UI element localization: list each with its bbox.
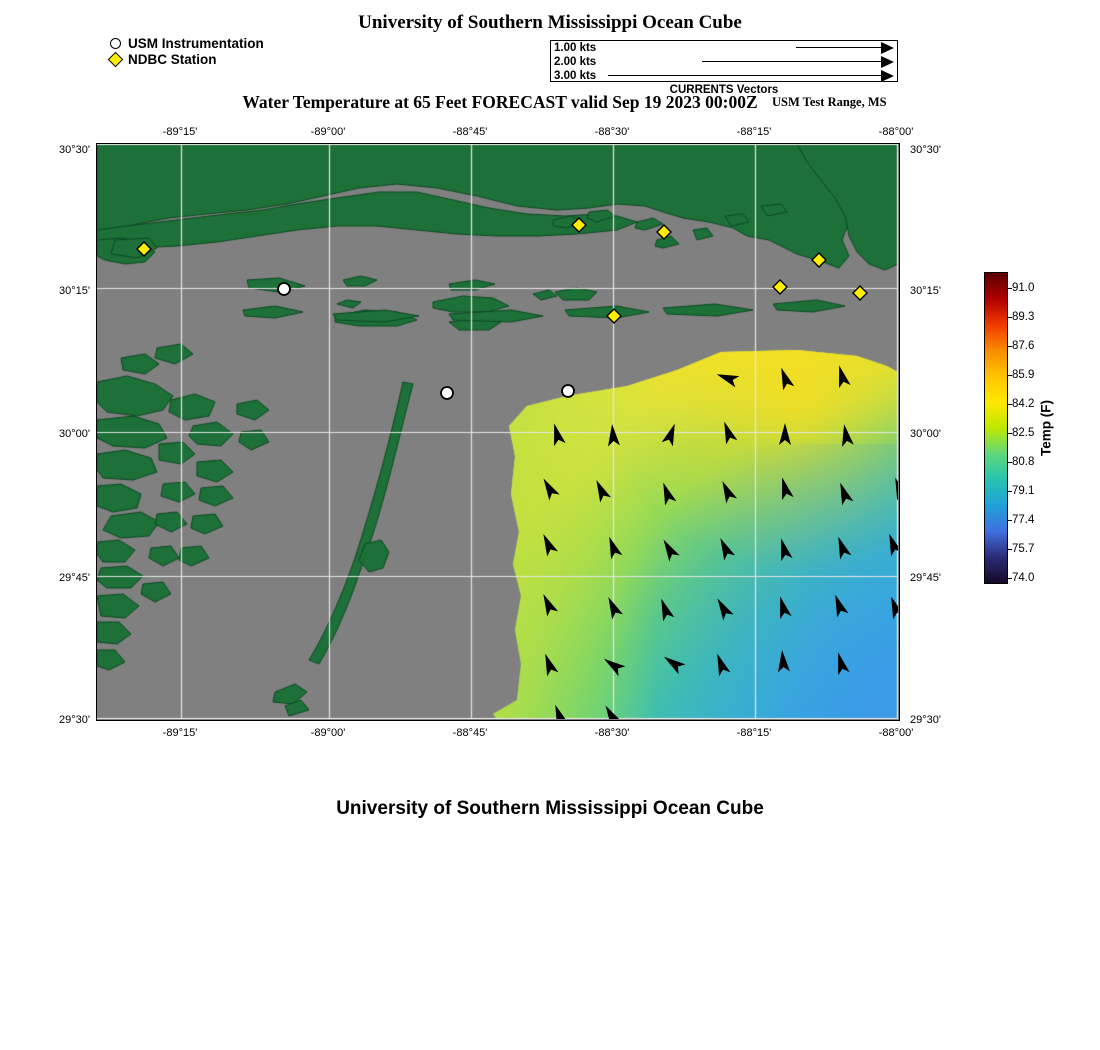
colorbar-tick-mark bbox=[1008, 549, 1012, 550]
vector-key-label: 2.00 kts bbox=[554, 56, 597, 68]
ndbc-station-marker[interactable] bbox=[572, 218, 586, 232]
current-vector-arrow bbox=[890, 476, 898, 501]
vector-arrow-icon bbox=[702, 61, 894, 63]
current-vector-arrow bbox=[662, 422, 681, 447]
vector-key-row bbox=[551, 55, 897, 69]
axis-label-lat-right: 30°30' bbox=[910, 144, 941, 156]
current-vector-arrow bbox=[538, 475, 559, 500]
current-vector-arrow bbox=[604, 535, 623, 560]
colorbar-title: Temp (F) bbox=[1038, 400, 1054, 456]
colorbar-tick-label: 77.4 bbox=[1012, 514, 1035, 526]
ndbc-station-marker[interactable] bbox=[137, 242, 151, 256]
currents-vector-key bbox=[550, 40, 898, 82]
colorbar-tick-mark bbox=[1008, 288, 1012, 289]
diamond-marker-icon bbox=[108, 52, 124, 68]
current-vector-arrow bbox=[832, 651, 849, 675]
vector-key-row bbox=[551, 69, 897, 83]
axis-label-lat-left: 29°45' bbox=[59, 572, 90, 584]
current-vector-arrow bbox=[774, 595, 791, 619]
current-vector-arrow bbox=[658, 481, 677, 506]
current-vector-arrow bbox=[715, 369, 740, 388]
colorbar-tick-label: 74.0 bbox=[1012, 572, 1035, 584]
current-vector-arrow bbox=[600, 702, 621, 719]
axis-label-lon-bottom: -89°00' bbox=[310, 727, 346, 739]
current-vector-arrow bbox=[884, 532, 898, 557]
ndbc-station-marker[interactable] bbox=[657, 225, 671, 239]
current-vector-arrow bbox=[603, 594, 623, 619]
axis-label-lat-left: 30°15' bbox=[59, 285, 90, 297]
current-vector-arrow bbox=[658, 536, 679, 561]
usm-instrumentation-marker[interactable] bbox=[562, 385, 574, 397]
axis-label-lon-top: -89°00' bbox=[310, 126, 346, 138]
ndbc-station-marker[interactable] bbox=[812, 253, 826, 267]
axis-label-lon-top: -88°00' bbox=[878, 126, 914, 138]
colorbar-tick-label: 80.8 bbox=[1012, 456, 1035, 468]
colorbar-tick-label: 82.5 bbox=[1012, 427, 1035, 439]
colorbar-tick-mark bbox=[1008, 404, 1012, 405]
colorbar-tick-label: 91.0 bbox=[1012, 282, 1035, 294]
current-vector-arrow bbox=[601, 654, 626, 676]
colorbar-tick-mark bbox=[1008, 491, 1012, 492]
current-vector-arrow bbox=[540, 652, 559, 677]
axis-label-lat-left: 29°30' bbox=[59, 714, 90, 726]
legend-item-usm-instrumentation bbox=[108, 36, 348, 52]
map-region-label: USM Test Range, MS bbox=[772, 95, 887, 109]
circle-marker-icon bbox=[110, 38, 121, 49]
current-vector-arrow bbox=[717, 478, 737, 503]
current-vector-arrow bbox=[656, 597, 675, 622]
colorbar-tick-label: 75.7 bbox=[1012, 543, 1035, 555]
current-vector-arrow bbox=[712, 595, 733, 620]
axis-label-lon-bottom: -88°45' bbox=[452, 727, 488, 739]
axis-label-lon-top: -88°45' bbox=[452, 126, 488, 138]
axis-label-lon-bottom: -88°00' bbox=[878, 727, 914, 739]
legend-item-label: NDBC Station bbox=[128, 52, 217, 67]
colorbar-tick-mark bbox=[1008, 375, 1012, 376]
colorbar bbox=[984, 272, 1008, 584]
colorbar-tick-label: 85.9 bbox=[1012, 369, 1035, 381]
axis-label-lon-top: -89°15' bbox=[162, 126, 198, 138]
axis-label-lat-right: 29°45' bbox=[910, 572, 941, 584]
vector-arrow-icon bbox=[796, 47, 894, 49]
footer-title: University of Southern Mississippi Ocean Cube bbox=[336, 798, 764, 819]
colorbar-tick-mark bbox=[1008, 346, 1012, 347]
ndbc-station-marker[interactable] bbox=[853, 286, 867, 300]
colorbar-gradient bbox=[985, 273, 1007, 583]
axis-label-lat-left: 30°00' bbox=[59, 428, 90, 440]
current-vector-arrow bbox=[591, 477, 611, 502]
current-vector-arrow bbox=[838, 423, 854, 447]
axis-label-lon-bottom: -88°15' bbox=[736, 727, 772, 739]
current-vector-arrow bbox=[715, 535, 735, 560]
current-vector-arrow bbox=[548, 422, 565, 446]
current-vector-arrow bbox=[776, 650, 790, 673]
current-vector-arrow bbox=[606, 424, 620, 447]
legend-item-ndbc-station bbox=[108, 52, 348, 68]
current-vector-arrow bbox=[830, 593, 849, 618]
vector-key-label: 1.00 kts bbox=[554, 42, 597, 54]
current-vector-arrow bbox=[712, 652, 731, 677]
colorbar-tick-label: 84.2 bbox=[1012, 398, 1035, 410]
map-overlay bbox=[97, 144, 898, 719]
axis-label-lon-top: -88°30' bbox=[594, 126, 630, 138]
ndbc-station-marker[interactable] bbox=[607, 309, 621, 323]
current-vector-arrow bbox=[886, 595, 898, 620]
legend-item-label: USM Instrumentation bbox=[128, 36, 264, 51]
colorbar-tick-label: 89.3 bbox=[1012, 311, 1035, 323]
vector-key-caption: CURRENTS Vectors bbox=[669, 84, 779, 96]
current-vector-arrow bbox=[538, 591, 558, 616]
axis-label-lon-top: -88°15' bbox=[736, 126, 772, 138]
current-vector-arrow bbox=[779, 423, 791, 445]
colorbar-tick-mark bbox=[1008, 520, 1012, 521]
colorbar-tick-mark bbox=[1008, 462, 1012, 463]
page-title: University of Southern Mississippi Ocean Cube bbox=[358, 12, 742, 33]
vector-arrow-icon bbox=[608, 75, 894, 77]
colorbar-tick-label: 79.1 bbox=[1012, 485, 1035, 497]
current-vector-arrow bbox=[775, 537, 792, 561]
axis-label-lon-bottom: -89°15' bbox=[162, 727, 198, 739]
ndbc-station-marker[interactable] bbox=[773, 280, 787, 294]
usm-instrumentation-marker[interactable] bbox=[441, 387, 453, 399]
current-vector-arrow bbox=[661, 652, 686, 674]
colorbar-tick-mark bbox=[1008, 433, 1012, 434]
axis-label-lat-right: 30°00' bbox=[910, 428, 941, 440]
current-vector-arrow bbox=[833, 535, 852, 560]
vector-key-row bbox=[551, 41, 897, 55]
current-vector-arrow bbox=[776, 366, 795, 391]
current-vector-arrow bbox=[538, 531, 558, 556]
axis-label-lat-right: 30°15' bbox=[910, 285, 941, 297]
axis-label-lon-bottom: -88°30' bbox=[594, 727, 630, 739]
colorbar-tick-mark bbox=[1008, 317, 1012, 318]
current-vector-arrow bbox=[835, 481, 854, 506]
current-vector-arrow bbox=[550, 703, 569, 719]
colorbar-tick-label: 87.6 bbox=[1012, 340, 1035, 352]
current-vector-arrow bbox=[776, 476, 793, 500]
map-plot-area[interactable] bbox=[96, 143, 900, 721]
usm-instrumentation-marker[interactable] bbox=[278, 283, 290, 295]
vector-key-label: 3.00 kts bbox=[554, 70, 597, 82]
colorbar-tick-mark bbox=[1008, 578, 1012, 579]
current-vector-arrow bbox=[833, 364, 850, 388]
axis-label-lat-right: 29°30' bbox=[910, 714, 941, 726]
axis-label-lat-left: 30°30' bbox=[59, 144, 90, 156]
map-legend bbox=[108, 36, 348, 68]
current-vector-arrow bbox=[719, 420, 738, 445]
map-subtitle: Water Temperature at 65 Feet FORECAST valid Sep 19 2023 00:00Z bbox=[242, 92, 758, 112]
